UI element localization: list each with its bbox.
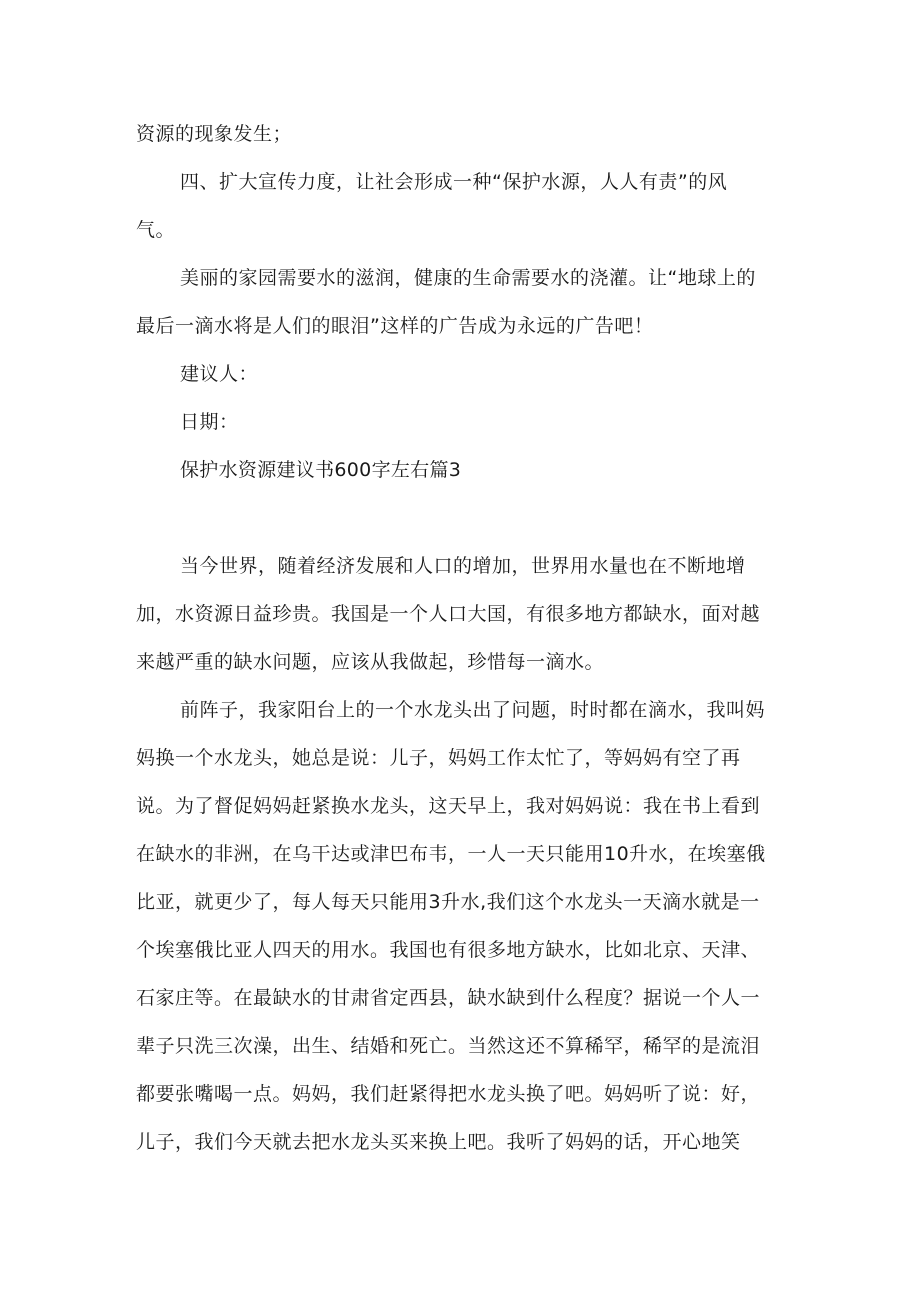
text-line: 气。 — [136, 219, 176, 241]
text-line: 在缺水的非洲，在乌干达或津巴布韦，一人一天只能用10升水，在埃塞俄 — [136, 843, 766, 865]
text-line: 来越严重的缺水问题，应该从我做起，珍惜每一滴水。 — [136, 651, 605, 673]
text-line: 儿子，我们今天就去把水龙头买来换上吧。我听了妈妈的话，开心地笑 — [136, 1131, 741, 1153]
text-line: 说。为了督促妈妈赶紧换水龙头，这天早上，我对妈妈说：我在书上看到 — [136, 795, 761, 817]
text-line: 都要张嘴喝一点。妈妈，我们赶紧得把水龙头换了吧。妈妈听了说：好， — [136, 1083, 761, 1105]
text-line: 最后一滴水将是人们的眼泪”这样的广告成为永远的广告吧！ — [136, 315, 654, 337]
text-line: 前阵子，我家阳台上的一个水龙头出了问题，时时都在滴水，我叫妈 — [180, 699, 766, 721]
text-line: 美丽的家园需要水的滋润，健康的生命需要水的浇灌。让“地球上的 — [180, 267, 756, 289]
section-title: 保护水资源建议书600字左右篇3 — [180, 459, 462, 481]
date-label: 日期： — [180, 411, 239, 433]
text-line: 个埃塞俄比亚人四天的用水。我国也有很多地方缺水，比如北京、天津、 — [136, 939, 761, 961]
text-line: 四、扩大宣传力度，让社会形成一种“保护水源，人人有责”的风 — [180, 171, 728, 193]
text-line: 当今世界，随着经济发展和人口的增加，世界用水量也在不断地增 — [180, 555, 746, 577]
text-line: 比亚，就更少了，每人每天只能用3升水,我们这个水龙头一天滴水就是一 — [136, 891, 760, 913]
text-line: 加，水资源日益珍贵。我国是一个人口大国，有很多地方都缺水，面对越 — [136, 603, 761, 625]
text-line: 石家庄等。在最缺水的甘肃省定西县，缺水缺到什么程度？据说一个人一 — [136, 987, 761, 1009]
signer-label: 建议人： — [180, 363, 259, 385]
text-line: 辈子只洗三次澡，出生、结婚和死亡。当然这还不算稀罕，稀罕的是流泪 — [136, 1035, 761, 1057]
text-line: 妈换一个水龙头，她总是说：儿子，妈妈工作太忙了，等妈妈有空了再 — [136, 747, 741, 769]
text-line: 资源的现象发生； — [136, 123, 293, 145]
